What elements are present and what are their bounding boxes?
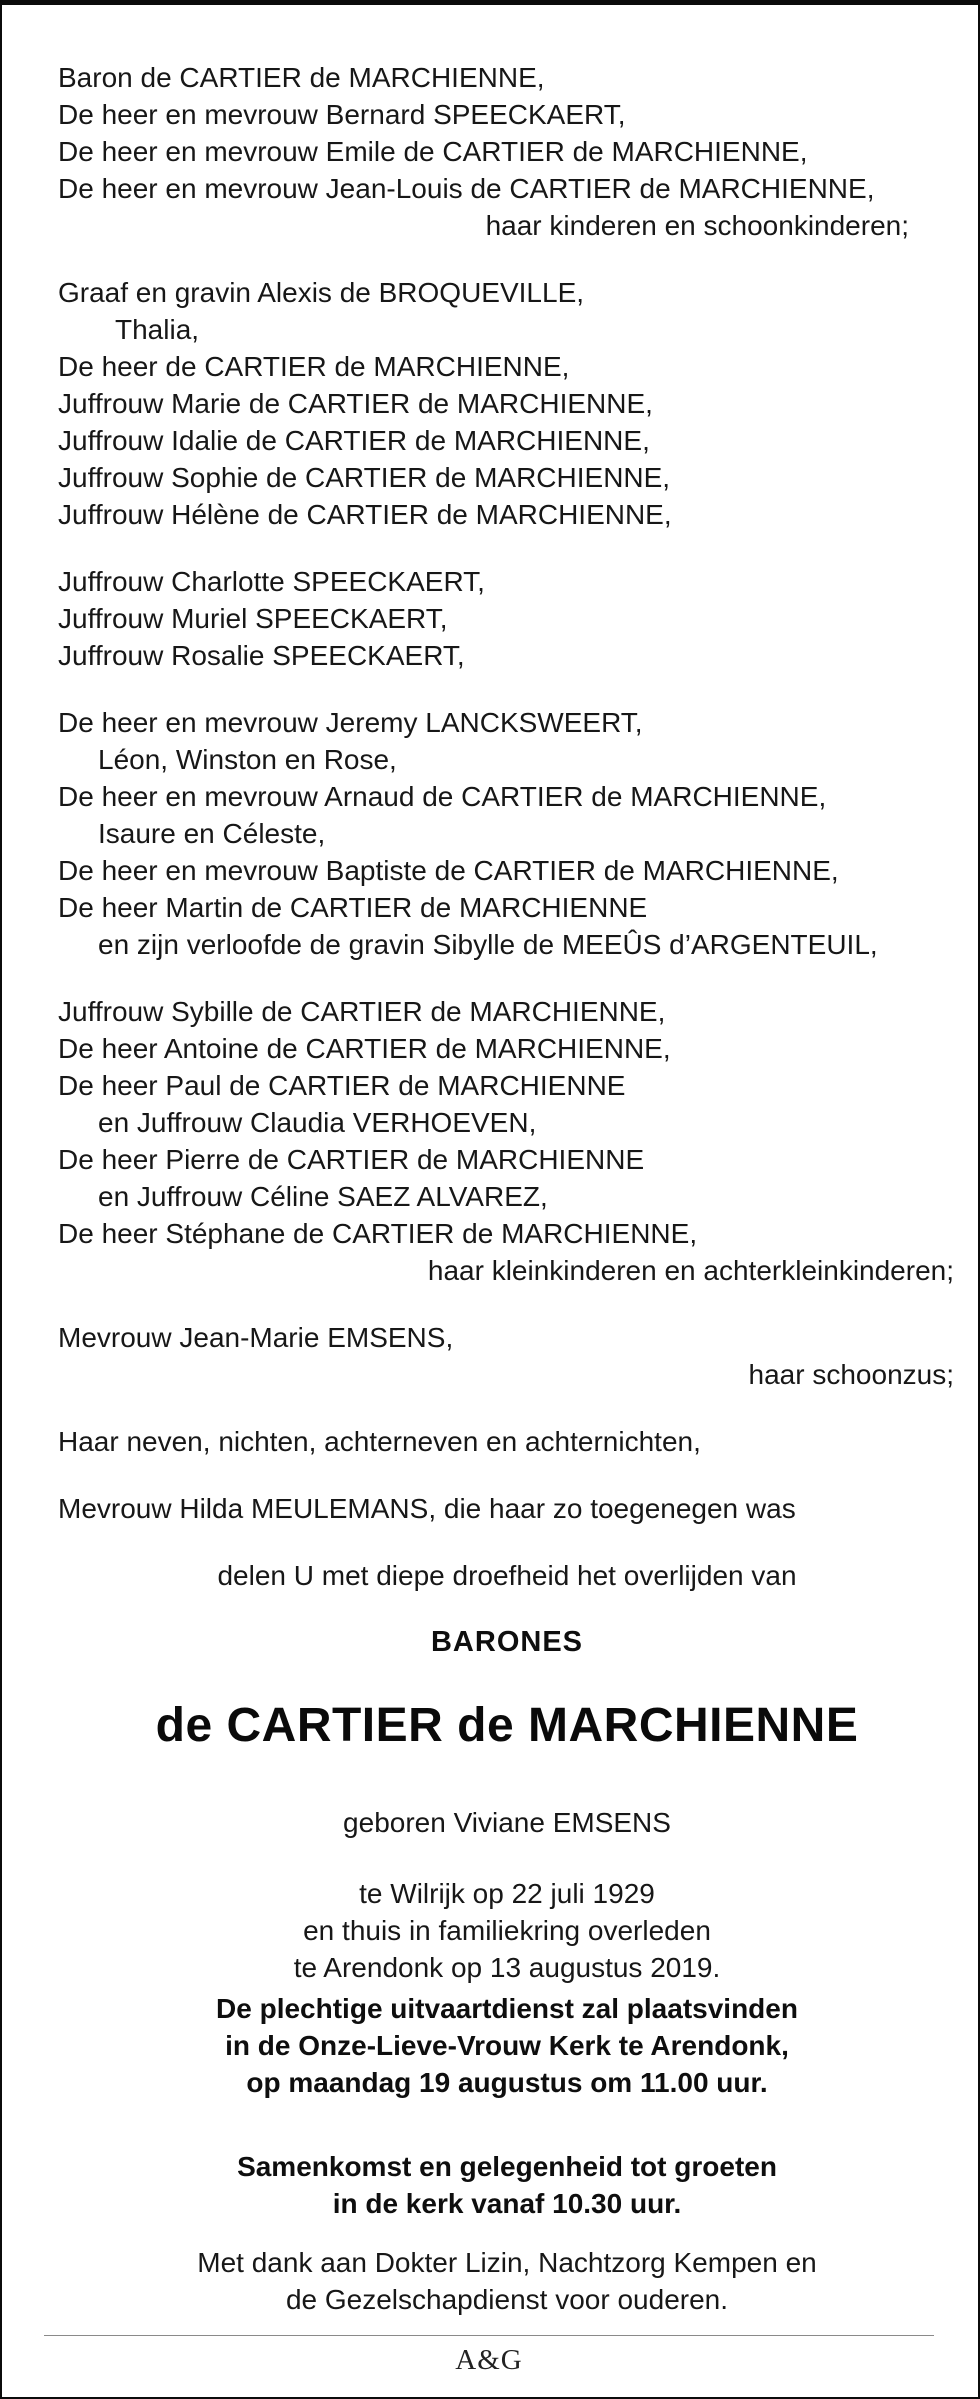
family-groups: [58, 59, 956, 1527]
family-member-line: Juffrouw Marie de CARTIER de MARCHIENNE,: [58, 388, 653, 419]
family-member-line: De heer Pierre de CARTIER de MARCHIENNE: [58, 1144, 645, 1175]
family-member-line: Juffrouw Muriel SPEECKAERT,: [58, 603, 448, 634]
publisher-logo: A&G: [455, 2344, 523, 2376]
family-group: [58, 563, 956, 674]
family-group: [58, 704, 956, 963]
family-member-line: De heer Antoine de CARTIER de MARCHIENNE,: [58, 1033, 671, 1064]
family-member-line: Juffrouw Charlotte SPEECKAERT,: [58, 566, 485, 597]
deceased-name: de CARTIER de MARCHIENNE: [155, 1699, 859, 1752]
family-member-line: Baron de CARTIER de MARCHIENNE,: [58, 62, 545, 93]
footer: [44, 2335, 934, 2377]
family-group: [58, 1319, 956, 1393]
family-member-line: Graaf en gravin Alexis de BROQUEVILLE,: [58, 277, 585, 308]
family-member-line: De heer en mevrouw Jeremy LANCKSWEERT,: [58, 707, 643, 738]
family-member-line: en zijn verloofde de gravin Sibylle de MEEÛS d’ARGENTEUIL,: [98, 929, 878, 960]
family-member-line: De heer en mevrouw Emile de CARTIER de MARCHIENNE,: [58, 136, 808, 167]
family-member-line: Juffrouw Sophie de CARTIER de MARCHIENNE,: [58, 462, 671, 493]
life-dates-block: [58, 1875, 956, 1986]
relation-line: haar kinderen en schoonkinderen;: [485, 210, 909, 241]
family-group: [58, 1490, 956, 1527]
family-member-line: Mevrouw Jean-Marie EMSENS,: [58, 1322, 454, 1353]
family-member-line: Juffrouw Sybille de CARTIER de MARCHIENNE,: [58, 996, 666, 1027]
family-member-line: De heer en mevrouw Baptiste de CARTIER de MARCHIENNE,: [58, 855, 839, 886]
family-member-line: De heer Martin de CARTIER de MARCHIENNE: [58, 892, 648, 923]
life-dates-line: te Arendonk op 13 augustus 2019.: [293, 1952, 721, 1983]
family-member-line: Juffrouw Idalie de CARTIER de MARCHIENNE,: [58, 425, 650, 456]
family-member-line: Juffrouw Rosalie SPEECKAERT,: [58, 640, 465, 671]
gathering-block: [58, 2148, 956, 2222]
intro-line: delen U met diepe droefheid het overlijden van: [217, 1560, 797, 1591]
family-member-line: en Juffrouw Céline SAEZ ALVAREZ,: [98, 1181, 548, 1212]
family-member-line: De heer Stéphane de CARTIER de MARCHIENNE,: [58, 1218, 698, 1249]
family-member-line: De heer en mevrouw Arnaud de CARTIER de MARCHIENNE,: [58, 781, 827, 812]
family-member-line: Juffrouw Hélène de CARTIER de MARCHIENNE,: [58, 499, 672, 530]
family-member-line: Léon, Winston en Rose,: [98, 744, 397, 775]
funeral-service-block: [58, 1990, 956, 2101]
family-member-line: Haar neven, nichten, achterneven en achternichten,: [58, 1426, 701, 1457]
relation-line: haar kleinkinderen en achterkleinkinderen;: [427, 1255, 954, 1286]
maiden-name-line: geboren Viviane EMSENS: [343, 1807, 671, 1838]
family-member-line: Thalia,: [115, 314, 200, 345]
relation-line: haar schoonzus;: [748, 1359, 954, 1390]
life-dates-line: en thuis in familiekring overleden: [303, 1915, 711, 1946]
funeral-service-line: De plechtige uitvaartdienst zal plaatsvinden: [216, 1993, 798, 2024]
family-member-line: De heer Paul de CARTIER de MARCHIENNE: [58, 1070, 626, 1101]
announcement-body: [2, 5, 978, 2318]
gathering-line: Samenkomst en gelegenheid tot groeten: [237, 2151, 777, 2182]
family-group: [58, 274, 956, 533]
acknowledgement-line: Met dank aan Dokter Lizin, Nachtzorg Kempen en: [197, 2247, 817, 2278]
family-group: [58, 1423, 956, 1460]
funeral-service-line: op maandag 19 augustus om 11.00 uur.: [246, 2067, 768, 2098]
family-member-line: De heer en mevrouw Jean-Louis de CARTIER de MARCHIENNE,: [58, 173, 875, 204]
family-member-line: De heer en mevrouw Bernard SPEECKAERT,: [58, 99, 626, 130]
family-member-line: Mevrouw Hilda MEULEMANS, die haar zo toegenegen was: [58, 1493, 796, 1524]
acknowledgement-line: de Gezelschapdienst voor ouderen.: [285, 2284, 729, 2315]
life-dates-line: te Wilrijk op 22 juli 1929: [359, 1878, 655, 1909]
family-member-line: Isaure en Céleste,: [98, 818, 326, 849]
gathering-line: in de kerk vanaf 10.30 uur.: [332, 2188, 682, 2219]
deceased-title: BARONES: [430, 1626, 583, 1658]
family-member-line: en Juffrouw Claudia VERHOEVEN,: [98, 1107, 537, 1138]
family-group: [58, 993, 956, 1289]
family-group: [58, 59, 956, 244]
funeral-service-line: in de Onze-Lieve-Vrouw Kerk te Arendonk,: [225, 2030, 789, 2061]
family-member-line: De heer de CARTIER de MARCHIENNE,: [58, 351, 570, 382]
acknowledgement-block: [58, 2244, 956, 2318]
